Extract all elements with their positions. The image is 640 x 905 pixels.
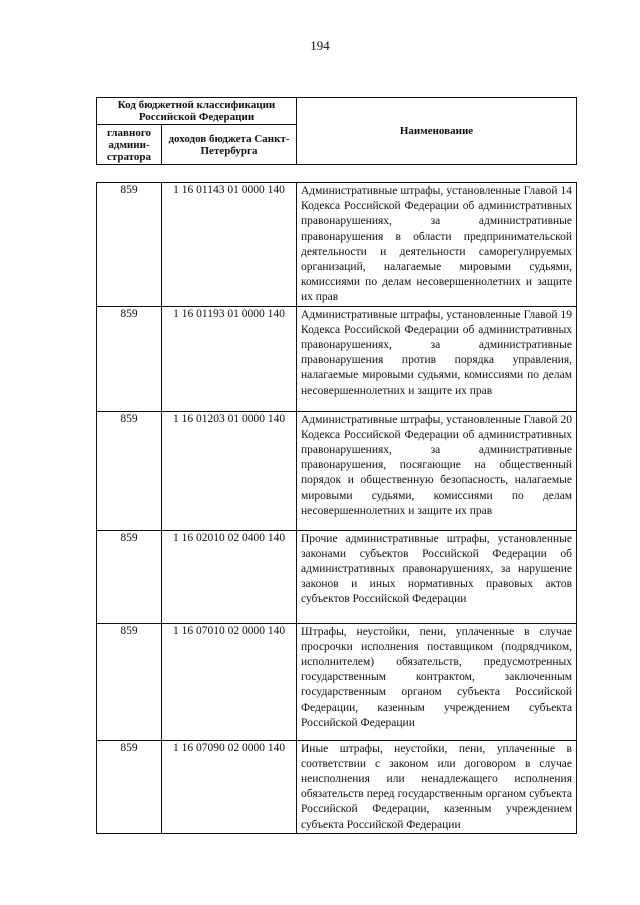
admin-code-cell: 859 (97, 740, 162, 833)
income-code-cell: 1 16 02010 02 0400 140 (162, 530, 297, 623)
name-cell: Административные штрафы, установленные Главой 19 Кодекса Российской Федерации об административных правонарушениях, за административные правонарушения против порядка управления, налагаемые мировыми судьями, комиссиями по делам несовершеннолетних и защите их прав (297, 306, 577, 411)
admin-code-cell: 859 (97, 530, 162, 623)
name-cell: Прочие административные штрафы, установленные законами субъектов Российской Федерации об административных правонарушениях, за нарушение законов и иных нормативных правовых актов субъектов Российской Федерации (297, 530, 577, 623)
header-income-column: доходов бюджета Санкт-Петербурга (162, 125, 297, 165)
income-code-cell: 1 16 01193 01 0000 140 (162, 306, 297, 411)
header-group-title: Код бюджетной классификации Российской Федерации (97, 98, 297, 125)
page-number: 194 (310, 38, 330, 53)
admin-code-cell: 859 (97, 306, 162, 411)
name-cell: Иные штрафы, неустойки, пени, уплаченные в соответствии с законом или договором в случае неисполнения или ненадлежащего исполнения обязательств перед государственным органом субъекта Российской Федерации, казенным учреждением субъекта Российской Федерации (297, 740, 577, 833)
income-code-cell: 1 16 01143 01 0000 140 (162, 183, 297, 307)
admin-code-cell: 859 (97, 623, 162, 740)
table-row (97, 623, 577, 740)
header-admin-column: главного админи-стратора (97, 125, 162, 165)
header-name-column: Наименование (297, 98, 577, 165)
income-code-cell: 1 16 07090 02 0000 140 (162, 740, 297, 833)
table-row (97, 740, 577, 833)
table-row (97, 306, 577, 411)
name-cell: Штрафы, неустойки, пени, уплаченные в случае просрочки исполнения поставщиком (подрядчиком, исполнителем) обязательств, предусмотренных государственным контрактом, заключенным государственным органом субъекта Российской Федерации, казенным учреждением субъекта Российской Федерации (297, 623, 577, 740)
header-table (96, 97, 577, 165)
name-cell: Административные штрафы, установленные Главой 20 Кодекса Российской Федерации об административных правонарушениях, за административные правонарушения, посягающие на общественный порядок и общественную безопасность, налагаемые мировыми судьями, комиссиями по делам несовершеннолетних и защите их прав (297, 411, 577, 530)
table-row (97, 183, 577, 307)
income-code-cell: 1 16 07010 02 0000 140 (162, 623, 297, 740)
admin-code-cell: 859 (97, 183, 162, 307)
admin-code-cell: 859 (97, 411, 162, 530)
income-code-cell: 1 16 01203 01 0000 140 (162, 411, 297, 530)
table-row (97, 530, 577, 623)
name-cell: Административные штрафы, установленные Главой 14 Кодекса Российской Федерации об административных правонарушениях, за административные правонарушения в области предпринимательской деятельности и деятельности саморегулируемых организаций, налагаемые мировыми судьями, комиссиями по делам несовершеннолетних и защите их прав (297, 183, 577, 307)
budget-code-table (96, 182, 577, 834)
table-row (97, 411, 577, 530)
